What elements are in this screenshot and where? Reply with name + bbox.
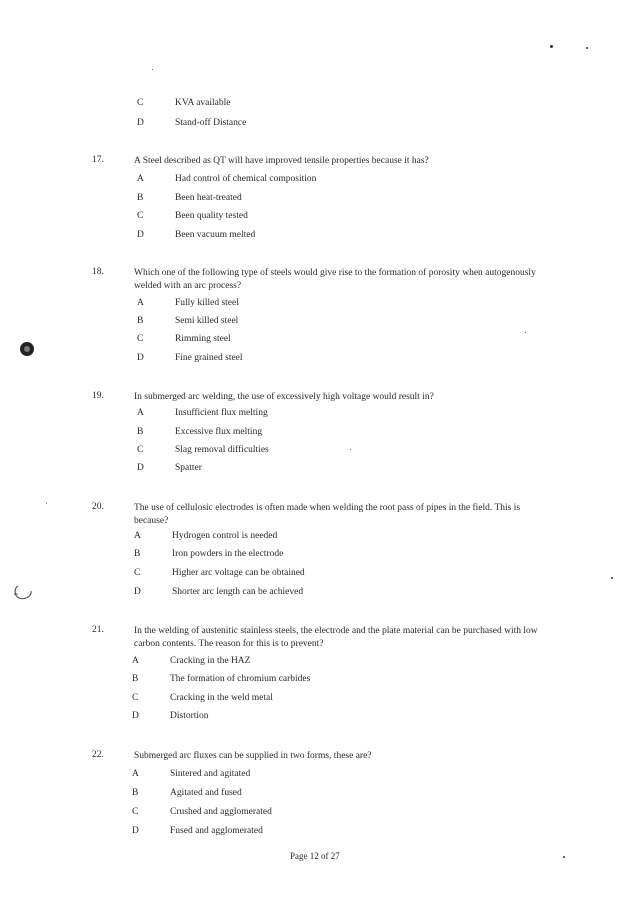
option-letter: D — [134, 587, 141, 597]
option-letter: A — [134, 531, 141, 541]
option-text: Spatter — [175, 463, 202, 473]
option-letter: C — [132, 693, 139, 703]
punch-hole-icon — [18, 340, 36, 358]
scan-speck — [525, 332, 526, 333]
scan-speck — [586, 47, 588, 49]
option-letter: A — [132, 656, 139, 666]
punch-hole-icon — [12, 582, 38, 602]
option-letter: B — [132, 674, 139, 684]
option-text: KVA available — [175, 98, 231, 108]
option-letter: D — [137, 353, 144, 363]
option-text: Rimming steel — [175, 334, 231, 344]
question-number: 22. — [92, 750, 104, 760]
option-letter: D — [137, 463, 144, 473]
option-letter: D — [132, 826, 139, 836]
scan-speck — [46, 503, 47, 504]
option-text: Sintered and agitated — [170, 769, 251, 779]
option-text: Been heat-treated — [175, 193, 242, 203]
option-letter: D — [137, 118, 144, 128]
option-text: Cracking in the HAZ — [170, 656, 251, 666]
option-letter: C — [132, 807, 139, 817]
option-letter: D — [132, 711, 139, 721]
question-text: A Steel described as QT will have improved tensile properties because it has? — [134, 156, 429, 166]
option-text: Fully killed steel — [175, 298, 239, 308]
option-letter: B — [137, 316, 144, 326]
option-text: Been quality tested — [175, 211, 248, 221]
option-letter: B — [137, 193, 144, 203]
option-text: Excessive flux melting — [175, 427, 263, 437]
option-letter: C — [137, 98, 144, 108]
option-text: Insufficient flux melting — [175, 408, 268, 418]
option-letter: B — [137, 427, 144, 437]
scan-speck — [152, 69, 153, 70]
question-text: The use of cellulosic electrodes is often made when welding the root pass of pipes in the field. This is because? — [134, 503, 521, 526]
option-text: Been vacuum melted — [175, 230, 256, 240]
option-text: Had control of chemical composition — [175, 174, 317, 184]
question-number: 17. — [92, 155, 104, 165]
option-letter: C — [137, 445, 144, 455]
option-text: Agitated and fused — [170, 788, 242, 798]
option-text: Crushed and agglomerated — [170, 807, 272, 817]
option-text: Slag removal difficulties — [175, 445, 269, 455]
option-text: Fused and agglomerated — [170, 826, 263, 836]
scan-speck — [563, 856, 565, 858]
page-number: Page 12 of 27 — [290, 851, 340, 861]
option-letter: D — [137, 230, 144, 240]
question-text: In the welding of austenitic stainless steels, the electrode and the plate material can be purchased with low carbon contents. The reason for this is to prevent? — [134, 626, 538, 649]
question-number: 18. — [92, 267, 104, 277]
option-letter: A — [137, 408, 144, 418]
scan-speck — [350, 449, 351, 450]
option-text: Hydrogen control is needed — [172, 531, 278, 541]
question-text: Which one of the following type of steels would give rise to the formation of porosity when autogenously welded with an arc process? — [134, 268, 536, 291]
option-letter: A — [137, 298, 144, 308]
question-number: 21. — [92, 625, 104, 635]
option-text: Higher arc voltage can be obtained — [172, 568, 305, 578]
option-letter: C — [134, 568, 141, 578]
scan-speck — [550, 45, 553, 48]
option-letter: C — [137, 211, 144, 221]
option-text: Distortion — [170, 711, 209, 721]
option-text: Fine grained steel — [175, 353, 243, 363]
option-text: Cracking in the weld metal — [170, 693, 273, 703]
option-text: Semi killed steel — [175, 316, 239, 326]
option-letter: B — [132, 788, 139, 798]
option-text: Iron powders in the electrode — [172, 549, 284, 559]
question-text: Submerged arc fluxes can be supplied in two forms, these are? — [134, 751, 372, 761]
option-text: The formation of chromium carbides — [170, 674, 311, 684]
option-text: Shorter arc length can be achieved — [172, 587, 304, 597]
question-number: 19. — [92, 391, 104, 401]
scan-speck — [611, 577, 613, 579]
option-letter: B — [134, 549, 141, 559]
option-letter: C — [137, 334, 144, 344]
question-number: 20. — [92, 502, 104, 512]
option-letter: A — [132, 769, 139, 779]
option-letter: A — [137, 174, 144, 184]
option-text: Stand-off Distance — [175, 118, 247, 128]
question-text: In submerged arc welding, the use of excessively high voltage would result in? — [134, 392, 434, 402]
